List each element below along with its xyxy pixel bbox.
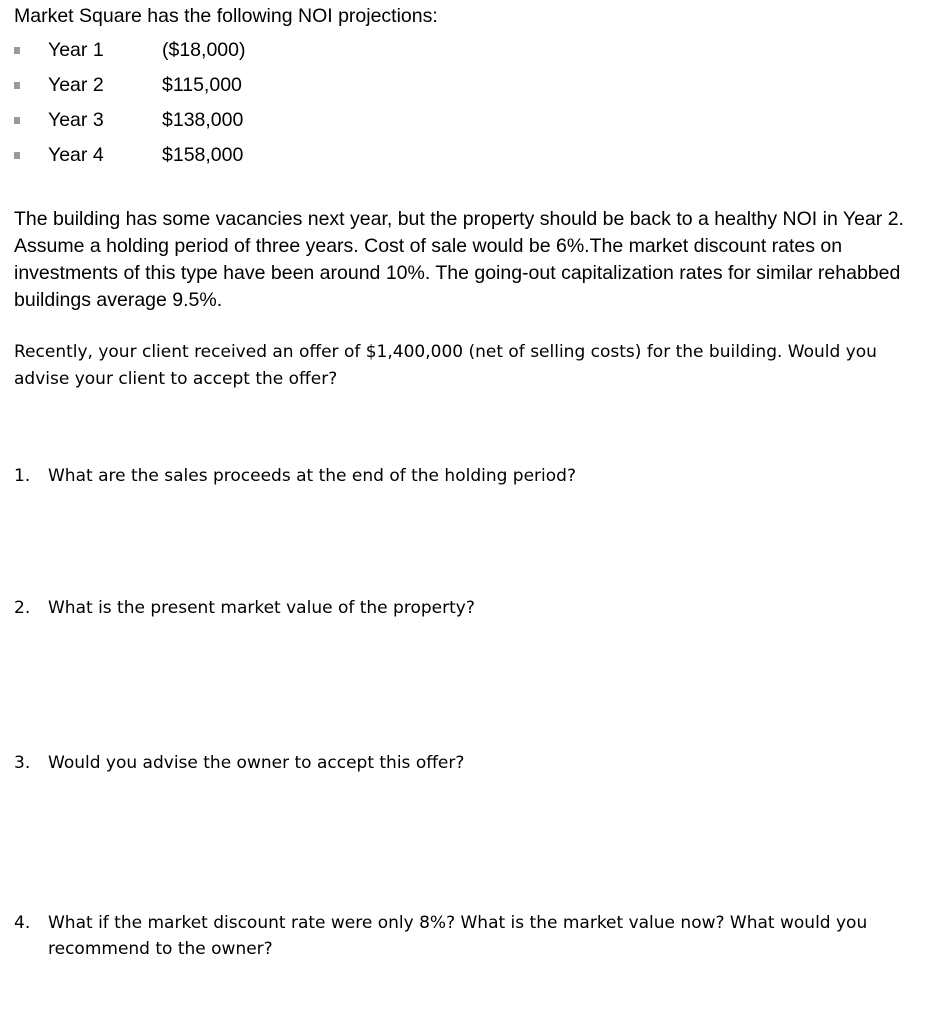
intro-heading: Market Square has the following NOI projections: xyxy=(14,5,438,27)
noi-year: Year 1 xyxy=(48,39,104,61)
noi-year: Year 4 xyxy=(48,144,104,166)
question-4 xyxy=(14,910,914,962)
bullet-icon xyxy=(14,82,20,89)
question-3 xyxy=(14,750,914,776)
noi-amount: ($18,000) xyxy=(162,39,246,61)
assumptions-paragraph: The building has some vacancies next year, but the property should be back to a healthy NOI in Year 2. Assume a holding period of three years. Cost of sale would be 6%.The market discount rates on investments of this type have been around 10%. The going-out capitalization rates for similar rehabbed buildings average 9.5%. xyxy=(14,208,904,311)
question-text: What are the sales proceeds at the end of the holding period? xyxy=(48,466,576,486)
question-text: Would you advise the owner to accept this offer? xyxy=(48,753,465,773)
question-text: What is the present market value of the property? xyxy=(48,598,475,618)
question-number: 1. xyxy=(14,466,31,486)
noi-year: Year 2 xyxy=(48,74,104,96)
noi-year: Year 3 xyxy=(48,109,104,131)
question-2 xyxy=(14,595,914,621)
noi-amount: $138,000 xyxy=(162,109,244,131)
question-number: 4. xyxy=(14,913,31,933)
offer-paragraph: Recently, your client received an offer of $1,400,000 (net of selling costs) for the building. Would you advise your client to accept the offer? xyxy=(14,342,877,389)
noi-row-year-2 xyxy=(14,70,414,100)
bullet-icon xyxy=(14,152,20,159)
question-number: 3. xyxy=(14,753,31,773)
question-text: What if the market discount rate were only 8%? What is the market value now? What would you recommend to the owner? xyxy=(48,913,868,959)
question-1 xyxy=(14,463,914,489)
bullet-icon xyxy=(14,47,20,54)
noi-row-year-1 xyxy=(14,35,414,65)
noi-amount: $115,000 xyxy=(162,74,242,96)
question-number: 2. xyxy=(14,598,31,618)
noi-row-year-4 xyxy=(14,140,414,170)
noi-amount: $158,000 xyxy=(162,144,244,166)
bullet-icon xyxy=(14,117,20,124)
noi-row-year-3 xyxy=(14,105,414,135)
